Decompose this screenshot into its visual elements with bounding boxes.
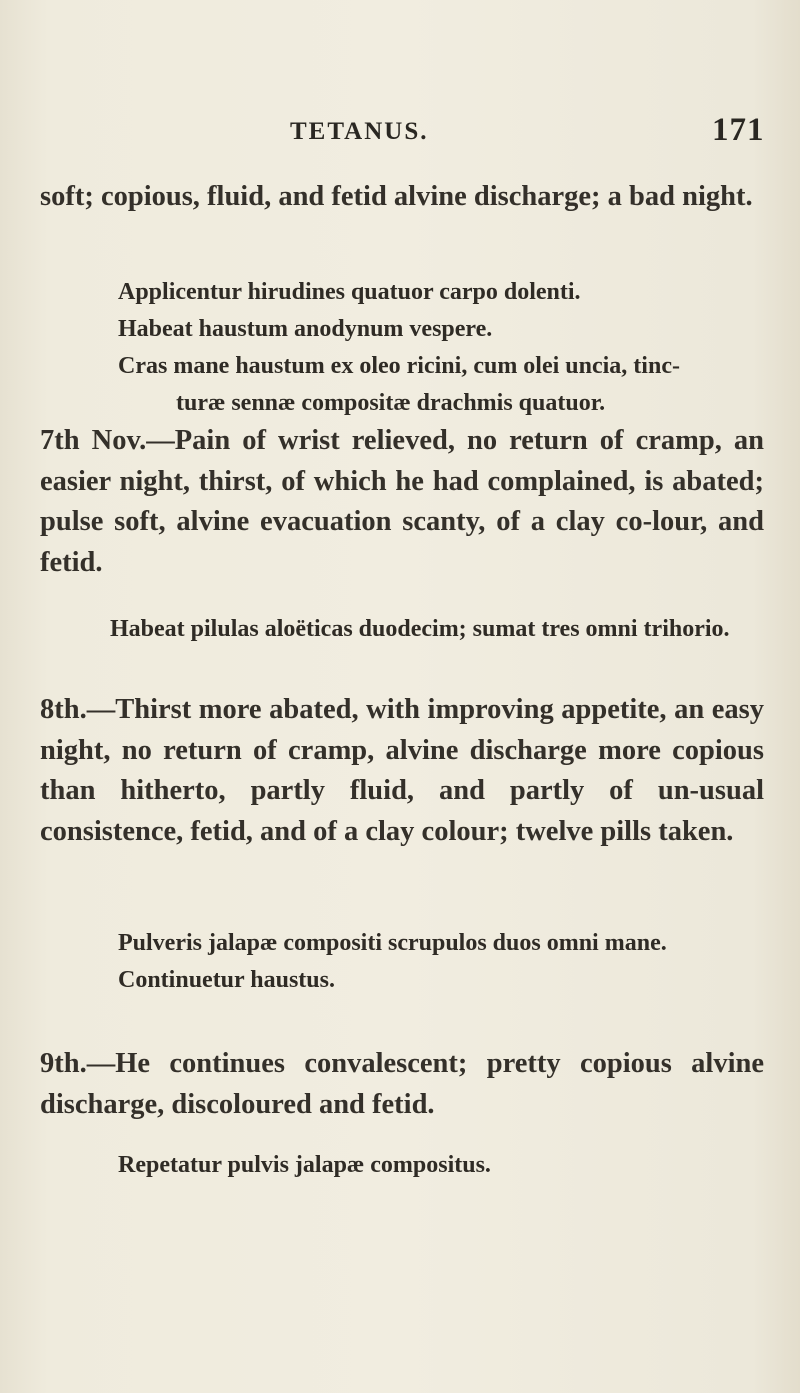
prescription-block xyxy=(118,274,758,422)
prescription-line: Continuetur haustus. xyxy=(118,967,335,993)
prescription-block xyxy=(118,925,758,999)
prescription-line: Habeat pilulas aloëticas duodecim; sumat tres omni trihorio. xyxy=(110,616,730,642)
narrative-paragraph: 9th.—He continues convalescent; pretty copious alvine discharge, discoloured and fetid. xyxy=(40,1048,764,1120)
prescription-line: turæ sennæ compositæ drachmis quatuor. xyxy=(176,390,606,416)
narrative-paragraph: soft; copious, fluid, and fetid alvine discharge; a bad night. xyxy=(40,181,753,212)
prescription-line: Cras mane haustum ex oleo ricini, cum olei uncia, tinc- xyxy=(118,353,680,379)
prescription-block xyxy=(118,1147,758,1184)
running-head xyxy=(0,112,800,158)
narrative-paragraph: 7th Nov.—Pain of wrist relieved, no return of cramp, an easier night, thirst, of which he had complained, is abated; pulse soft, alvine evacuation scanty, of a clay co-lour, and fetid. xyxy=(40,425,764,578)
prescription-line: Repetatur pulvis jalapæ compositus. xyxy=(118,1152,491,1178)
narrative-paragraph: 8th.—Thirst more abated, with improving appetite, an easy night, no return of cramp, alvine discharge more copious than hitherto, partly fluid, and partly of un-usual consistence, fetid, and of a clay colour; twelve pills taken. xyxy=(40,694,764,847)
page-number: 171 xyxy=(712,112,765,148)
prescription-line: Habeat haustum anodynum vespere. xyxy=(118,316,493,342)
prescription-block xyxy=(110,611,770,648)
prescription-line: Pulveris jalapæ compositi scrupulos duos omni mane. xyxy=(118,930,667,956)
running-title: TETANUS. xyxy=(290,118,429,145)
prescription-line: Applicentur hirudines quatuor carpo dolenti. xyxy=(118,279,581,305)
